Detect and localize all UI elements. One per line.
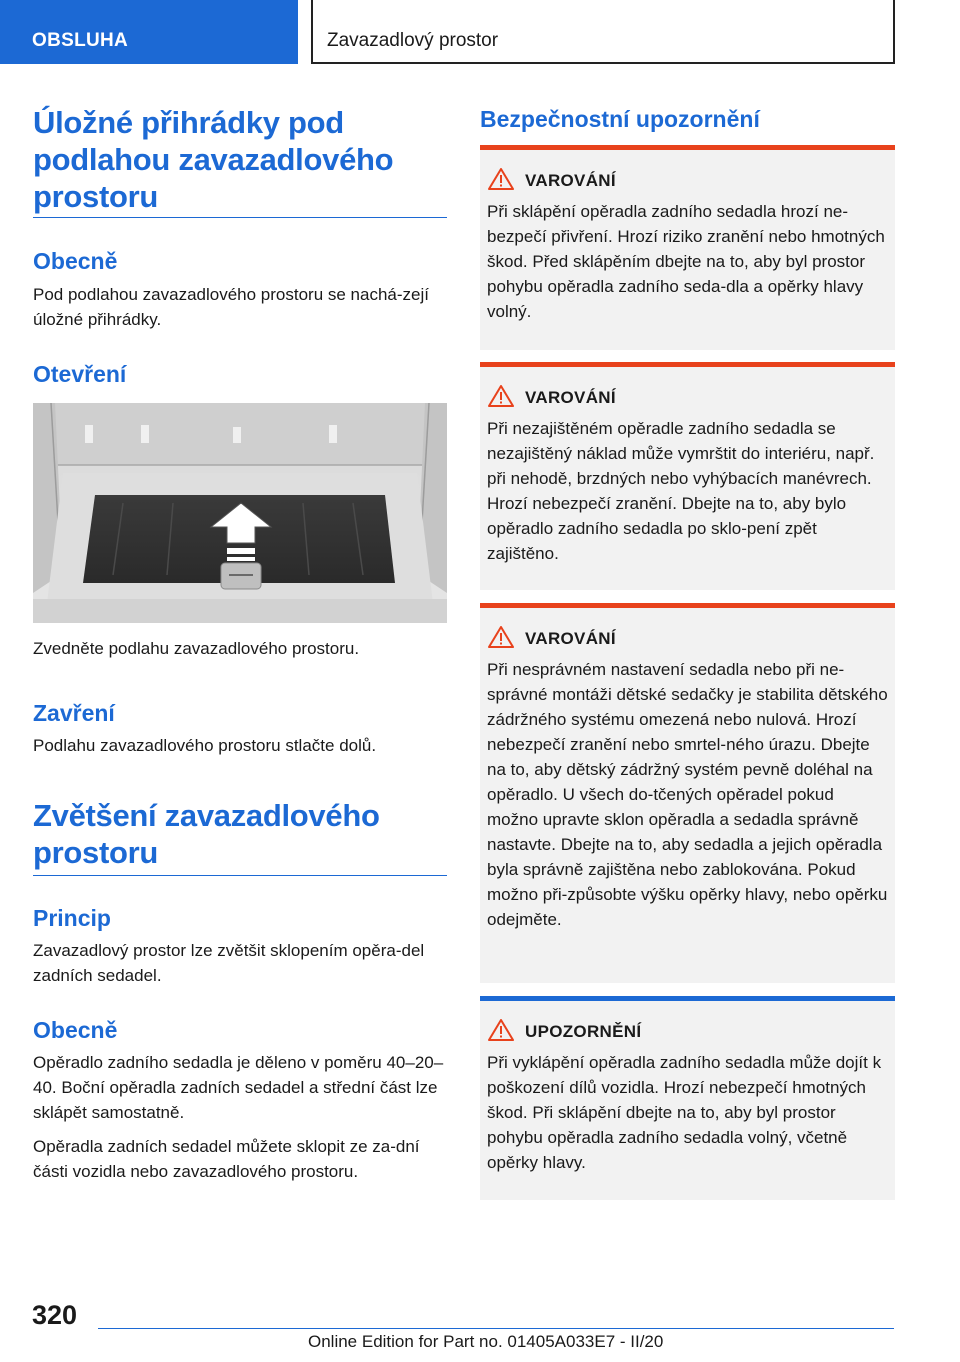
text-zavreni: Podlahu zavazadlového prostoru stlačte dolů. (33, 736, 377, 755)
warning-bar (480, 362, 895, 367)
warning-box-1 (480, 145, 895, 350)
heading-safety: Bezpečnostní upozornění (480, 106, 760, 132)
warning-title: VAROVÁNÍ (525, 171, 616, 190)
trunk-floor-figure (33, 403, 447, 623)
warning-triangle-icon (488, 384, 514, 408)
warning-bar (480, 603, 895, 608)
warning-box-2 (480, 362, 895, 590)
warning-bar (480, 145, 895, 150)
warning-title: VAROVÁNÍ (525, 629, 616, 648)
warning-triangle-icon (488, 167, 514, 191)
chapter-box (311, 0, 895, 64)
notice-text: Při vyklápění opěradla zadního sedadla může dojít k poškození dílů vozidla. Hrozí nebezpečí hmotných škod. Při sklápění dbejte na to, aby byl prostor pohybu opěradla zadního sedadla volný, včetně opěrky hlavy. (487, 1053, 882, 1172)
section-tab (0, 0, 298, 64)
footer-edition: Online Edition for Part no. 01405A033E7 - II/20 (308, 1332, 664, 1351)
figure-caption: Zvedněte podlahu zavazadlového prostoru. (33, 639, 360, 658)
warning-title: VAROVÁNÍ (525, 388, 616, 407)
chapter-label: Zavazadlový prostor (327, 30, 499, 51)
title-rule-2 (33, 875, 447, 876)
heading-otevreni: Otevření (33, 361, 127, 387)
notice-box (480, 996, 895, 1200)
text-obecne-2b: Opěradla zadních sedadel můžete sklopit ze za-dní části vozidla nebo zavazadlového prostoru. (33, 1137, 420, 1181)
heading-obecne-1: Obecně (33, 248, 118, 274)
warning-text: Při sklápění opěradla zadního sedadla hrozí ne-bezpečí přivření. Hrozí riziko zranění nebo hmotných škod. Před sklápěním dbejte na to, aby byl prostor pohybu opěradla zadního seda-dla a opěrky hlavy volný. (487, 202, 885, 321)
trunk-floor-illustration (33, 403, 447, 623)
section-label: OBSLUHA (32, 30, 129, 51)
page-number: 320 (32, 1300, 78, 1330)
warning-box-3 (480, 603, 895, 983)
heading-zavreni: Zavření (33, 700, 115, 726)
heading-obecne-2: Obecně (33, 1017, 118, 1043)
heading-princip: Princip (33, 905, 111, 931)
warning-triangle-icon (488, 625, 514, 649)
title-rule (33, 217, 447, 218)
text-obecne-1: Pod podlahou zavazadlového prostoru se nachá-zejí úložné přihrádky. (33, 285, 429, 329)
notice-bar (480, 996, 895, 1001)
footer-rule (98, 1328, 894, 1329)
warning-text: Při nesprávném nastavení sedadla nebo při ne-správné montáži dětské sedačky je stabilita dětského zádržného systému omezená nebo nulová. Hrozí nebezpečí zranění nebo smrtel-ného úrazu. Dbejte na to, aby dětský zádržný systém pevně doléhal na opěradlo. U všech do-tčených opěradel pokud možno upravte sklon opěradla a sedadla správně nastavte. Dbejte na to, aby sedadla a jejich opěradla byla správně zajištěna nebo zablokována. Pokud možno při-způsobte výšku opěrky hlavy, nebo opěrku odejměte. (487, 660, 888, 929)
text-princip: Zavazadlový prostor lze zvětšit sklopením opěra-del zadních sedadel. (33, 941, 425, 985)
warning-triangle-icon (488, 1018, 514, 1042)
notice-title: UPOZORNĚNÍ (525, 1022, 642, 1041)
title-storage-compartments: Úložné přihrádky pod podlahou zavazadlového prostoru (33, 105, 394, 214)
title-enlarge-trunk: Zvětšení zavazadlového prostoru (33, 798, 380, 870)
warning-text: Při nezajištěném opěradle zadního sedadla se nezajištěný náklad může vymrštit do interiéru, např. při nehodě, brzdných nebo vyhýbacích manévrech. Hrozí nebezpečí zranění. Dbejte na to, aby bylo opěradlo zadního sedadla po sklo-pení zpět zajištěno. (487, 419, 875, 563)
text-obecne-2a: Opěradlo zadního sedadla je děleno v poměru 40–20–40. Boční opěradla zadních sedadel a střední část lze sklápět samostatně. (33, 1053, 444, 1122)
